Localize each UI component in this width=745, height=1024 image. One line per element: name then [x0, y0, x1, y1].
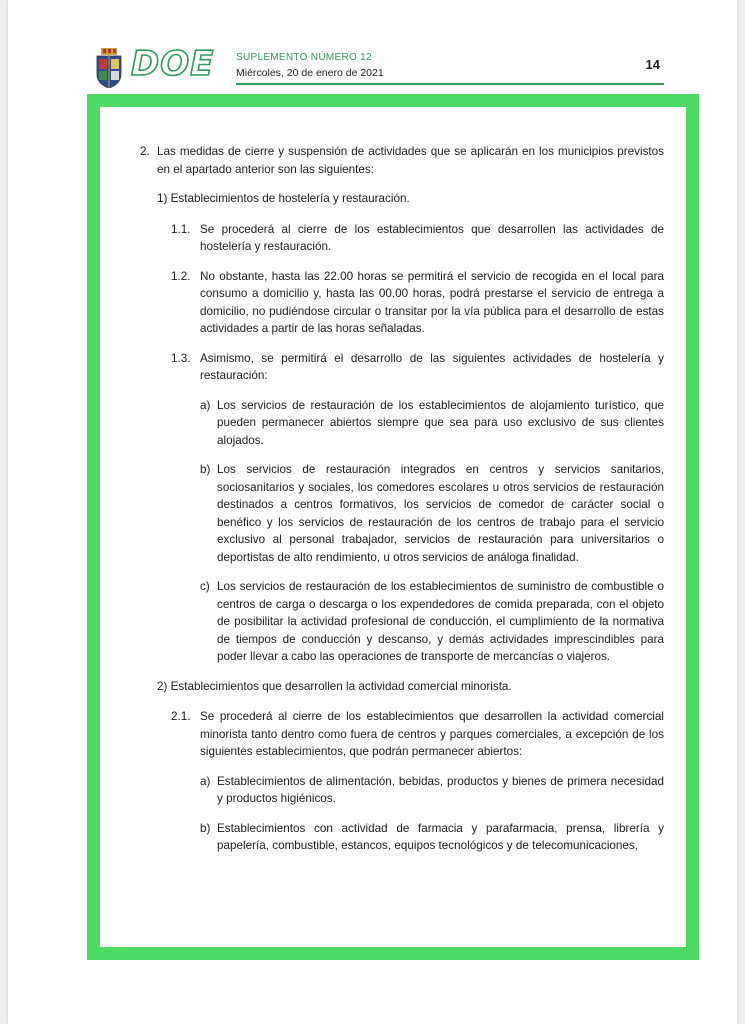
item-number: 2.1. — [171, 710, 191, 723]
item-1-3 — [140, 350, 664, 385]
item-text: Los servicios de restauración de los establecimientos de suministro de combustible o centros de carga o descarga o los expendedores de comida preparada, con el objeto de posibilitar la actividad profesional de conducción, el cumplimiento de la normativa de tiempos de conducción y descanso, y demás actividades imprescindibles para poder llevar a cabo las operaciones de transporte de mercancías o viajeros. — [217, 580, 664, 663]
paragraph-number: 2. — [140, 145, 150, 158]
item-text: Los servicios de restauración integrados en centros y servicios sanitarios, sociosanitarios y sociales, los comedores escolares u otros servicios de restauración destinados a centros formativos, los servicios de comedor de carácter social o benéfico y los servicios de restauración de los centros de trabajo para el servicio exclusivo al personal trabajador, servicios de restauración para universitarios o deportistas de alto rendimiento, u otros servicios de análoga finalidad. — [217, 463, 664, 564]
item-text: Establecimientos de alimentación, bebidas, productos y bienes de primera necesidad y productos higiénicos. — [217, 774, 664, 805]
item-text: Se procederá al cierre de los establecimientos que desarrollen las actividades de hostelería y restauración. — [200, 222, 664, 253]
item-letter: c) — [200, 580, 210, 593]
item-text: No obstante, hasta las 22.00 horas se permitirá el servicio de recogida en el local para consumo a domicilio y, hasta las 00.00 horas, podrá prestarse el servicio de entrega a domicilio, no pudiéndose circular o transitar por la vía pública para el desarrollo de estas actividades a partir de las horas señaladas. — [200, 269, 664, 335]
publication-date: Miércoles, 20 de enero de 2021 — [236, 67, 384, 79]
doe-logo: DOE — [131, 44, 215, 84]
header-rule — [236, 83, 664, 85]
document-page — [8, 0, 737, 1024]
item-text: Se procederá al cierre de los establecimientos que desarrollen la actividad comercial minorista tanto dentro como fuera de centros y parques comerciales, a excepción de los siguientes establecimientos, que podrán permanecer abiertos: — [200, 710, 664, 758]
item-1-3-b — [140, 461, 664, 566]
item-1-3-c — [140, 578, 664, 666]
item-2-1 — [140, 708, 664, 761]
item-text: Los servicios de restauración de los establecimientos de alojamiento turístico, que pueden permanecer abiertos siempre que sea para uso exclusivo de sus clientes alojados. — [217, 398, 664, 447]
item-2-1-a — [140, 773, 664, 808]
item-number: 1.2. — [171, 269, 191, 283]
item-letter: a) — [200, 398, 211, 412]
item-number: 1.1. — [171, 222, 191, 236]
page-number: 14 — [645, 57, 660, 72]
paragraph-text: Las medidas de cierre y suspensión de actividades que se aplicarán en los municipios previstos en el apartado anterior son las siguientes: — [157, 145, 664, 176]
item-letter: b) — [200, 821, 211, 835]
page-header — [94, 46, 664, 86]
section-heading-2: 2) Establecimientos que desarrollen la actividad comercial minorista. — [157, 679, 512, 693]
item-number: 1.3. — [171, 351, 191, 365]
supplement-number: SUPLEMENTO NÚMERO 12 — [236, 52, 372, 63]
item-1-2 — [140, 268, 664, 338]
document-body — [140, 143, 664, 867]
item-text: Establecimientos con actividad de farmacia y parafarmacia, prensa, librería y papelería, combustible, estancos, equipos tecnológicos y de telecomunicaciones, — [217, 821, 664, 852]
item-2-1-b — [140, 820, 664, 855]
section-heading-1: 1) Establecimientos de hostelería y restauración. — [157, 192, 410, 205]
item-1-3-a — [140, 397, 664, 450]
paragraph-2 — [140, 143, 664, 178]
item-text: Asimismo, se permitirá el desarrollo de las siguientes actividades de hostelería y restauración: — [200, 351, 664, 382]
highlight-frame — [87, 94, 699, 960]
coat-of-arms-icon — [94, 48, 124, 88]
item-letter: b) — [200, 463, 211, 476]
item-letter: a) — [200, 774, 211, 788]
item-1-1 — [140, 221, 664, 256]
